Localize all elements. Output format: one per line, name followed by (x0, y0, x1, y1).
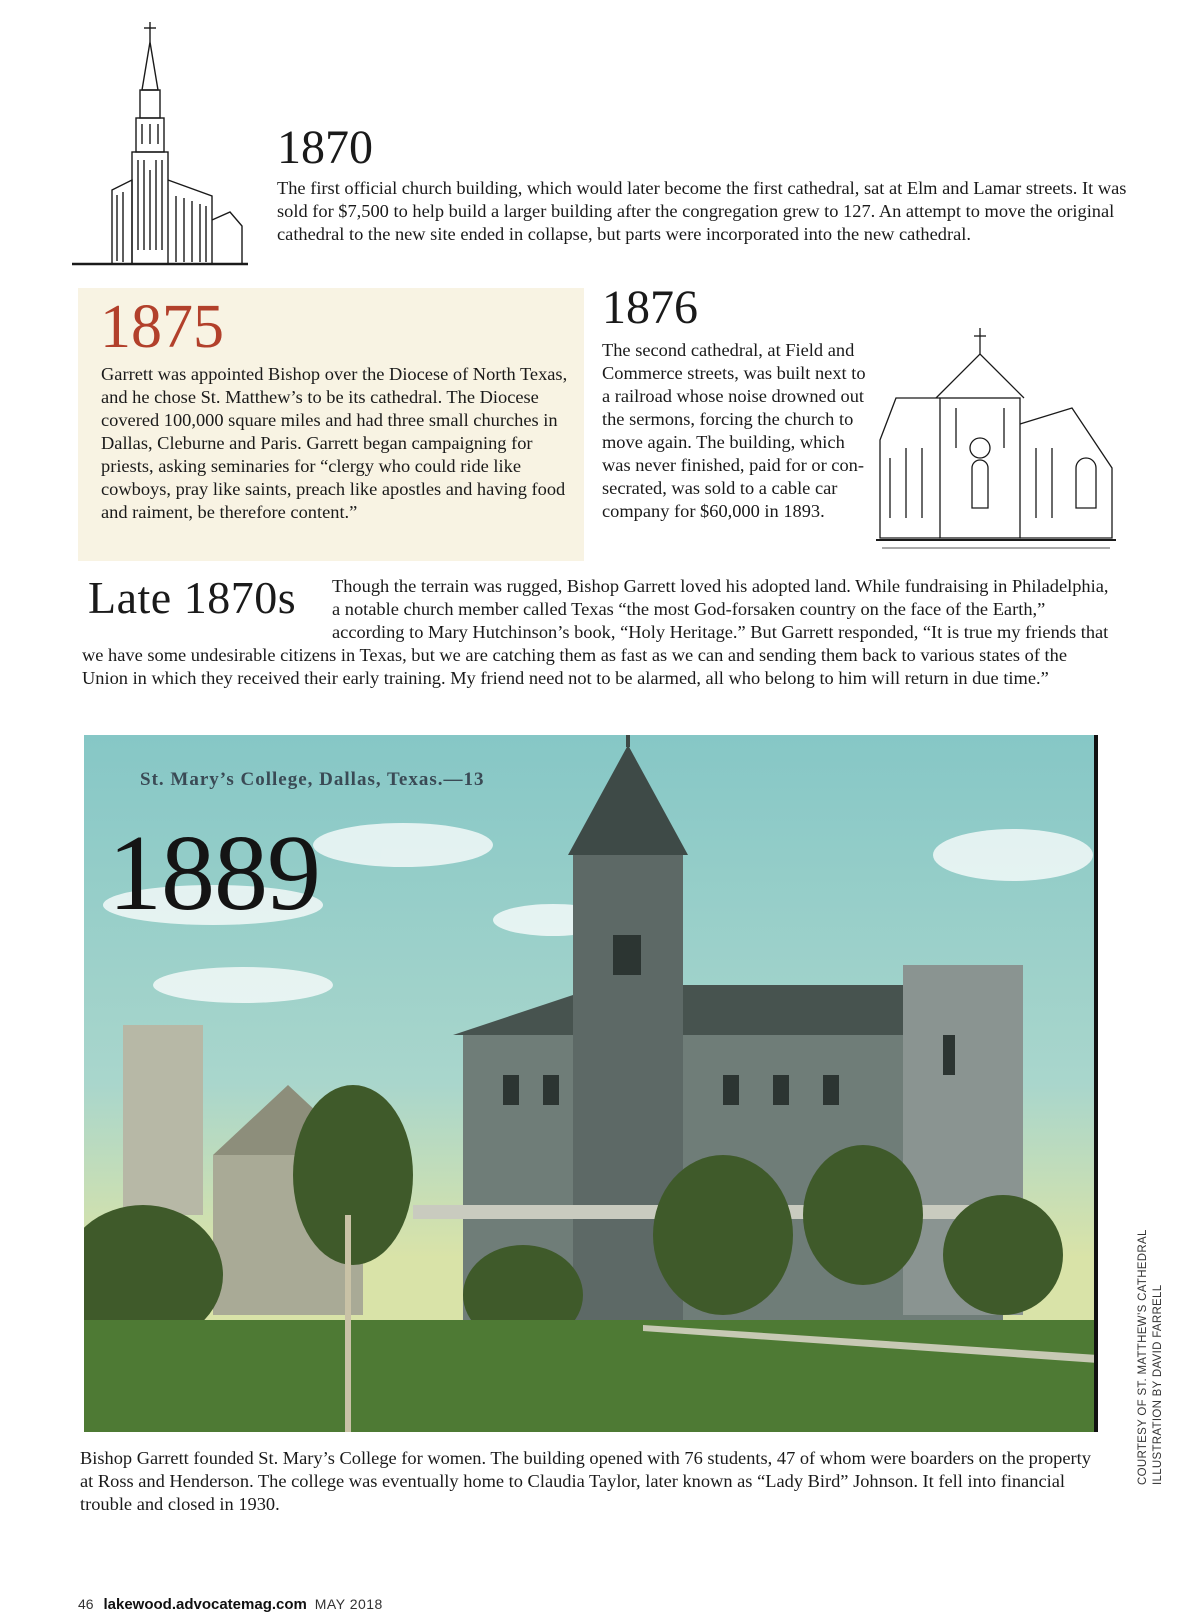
year-heading-1876: 1876 (602, 281, 698, 334)
credit-courtesy: COURTESY OF ST. MATTHEW’S CATHEDRAL (1137, 1229, 1149, 1485)
year-heading-1875: 1875 (100, 293, 224, 361)
photo-caption-1889: Bishop Garrett founded St. Mary’s College for women. The building opened with 76 students, 47 of whom were boarders on the property at Ross and Henderson. The college was eventually home to Claudia Taylor, later known as “Lady Bird” Johnson. It fell into financial trouble and closed in 1930. (80, 1448, 1091, 1514)
heading-float-spacer (82, 572, 332, 641)
first-church-sketch (72, 20, 252, 270)
entry-text-1875: Garrett was appointed Bishop over the Diocese of North Texas, and he chose St. Matthew’s to be its cathedral. The Diocese covered 100,000 square miles and had three small churches in Dallas, Cleburne and Paris. Garrett began campaigning for priests, asking seminaries for “clergy who could ride like cowboys, pray like saints, preach like apostles and having food and raiment, be therefore content.” (101, 364, 568, 522)
second-cathedral-sketch (876, 328, 1116, 556)
credit-illustration: ILLUSTRATION BY DAVID FARRELL (1152, 1284, 1164, 1485)
photo-credits (1136, 1125, 1166, 1485)
entry-text-late-1870s (82, 572, 1112, 690)
late-1870s-paragraph: Though the terrain was rugged, Bishop Garrett loved his adopted land. While fundraising in Philadelphia, a notable church member called Texas “the most God-forsaken country on the face of the Earth,” according to Mary Hutchinson’s book, “Holy Heritage.” But Garrett responded, “It is true my friends that we have some undesirable citizens in Texas, but we are catching them as fast as we can and sending them back to various states of the Union in which they received their early training. My friend need not to be alarmed, all who belong to him will return in due time.” (82, 576, 1109, 688)
page-number: 46 (78, 1596, 94, 1612)
year-heading-1889: 1889 (108, 814, 320, 933)
entry-text-1870: The first official church building, which would later become the first cathedral, sat at Elm and Lamar streets. It was sold for $7,500 to help build a larger building after the congregation grew to 127. An attempt to move the original cathedral to the new site ended in collapse, but parts were incorporated into the new cathedral. (277, 178, 1127, 244)
year-heading-late-1870s: Late 1870s (88, 572, 297, 623)
site-url[interactable]: lakewood.advocatemag.com (103, 1596, 307, 1613)
issue-date: MAY 2018 (314, 1596, 383, 1612)
postcard-caption: St. Mary’s College, Dallas, Texas.—13 (140, 769, 485, 790)
year-heading-1870: 1870 (277, 121, 373, 174)
page-footer (78, 1596, 383, 1613)
entry-text-1876: The second cathedral, at Field and Commerce streets, was built next to a railroad whose noise drowned out the sermons, forcing the church to move again. The building, which was never finished, paid for or consecrated, was sold to a cable car company for $60,000 in 1893. (602, 340, 866, 521)
